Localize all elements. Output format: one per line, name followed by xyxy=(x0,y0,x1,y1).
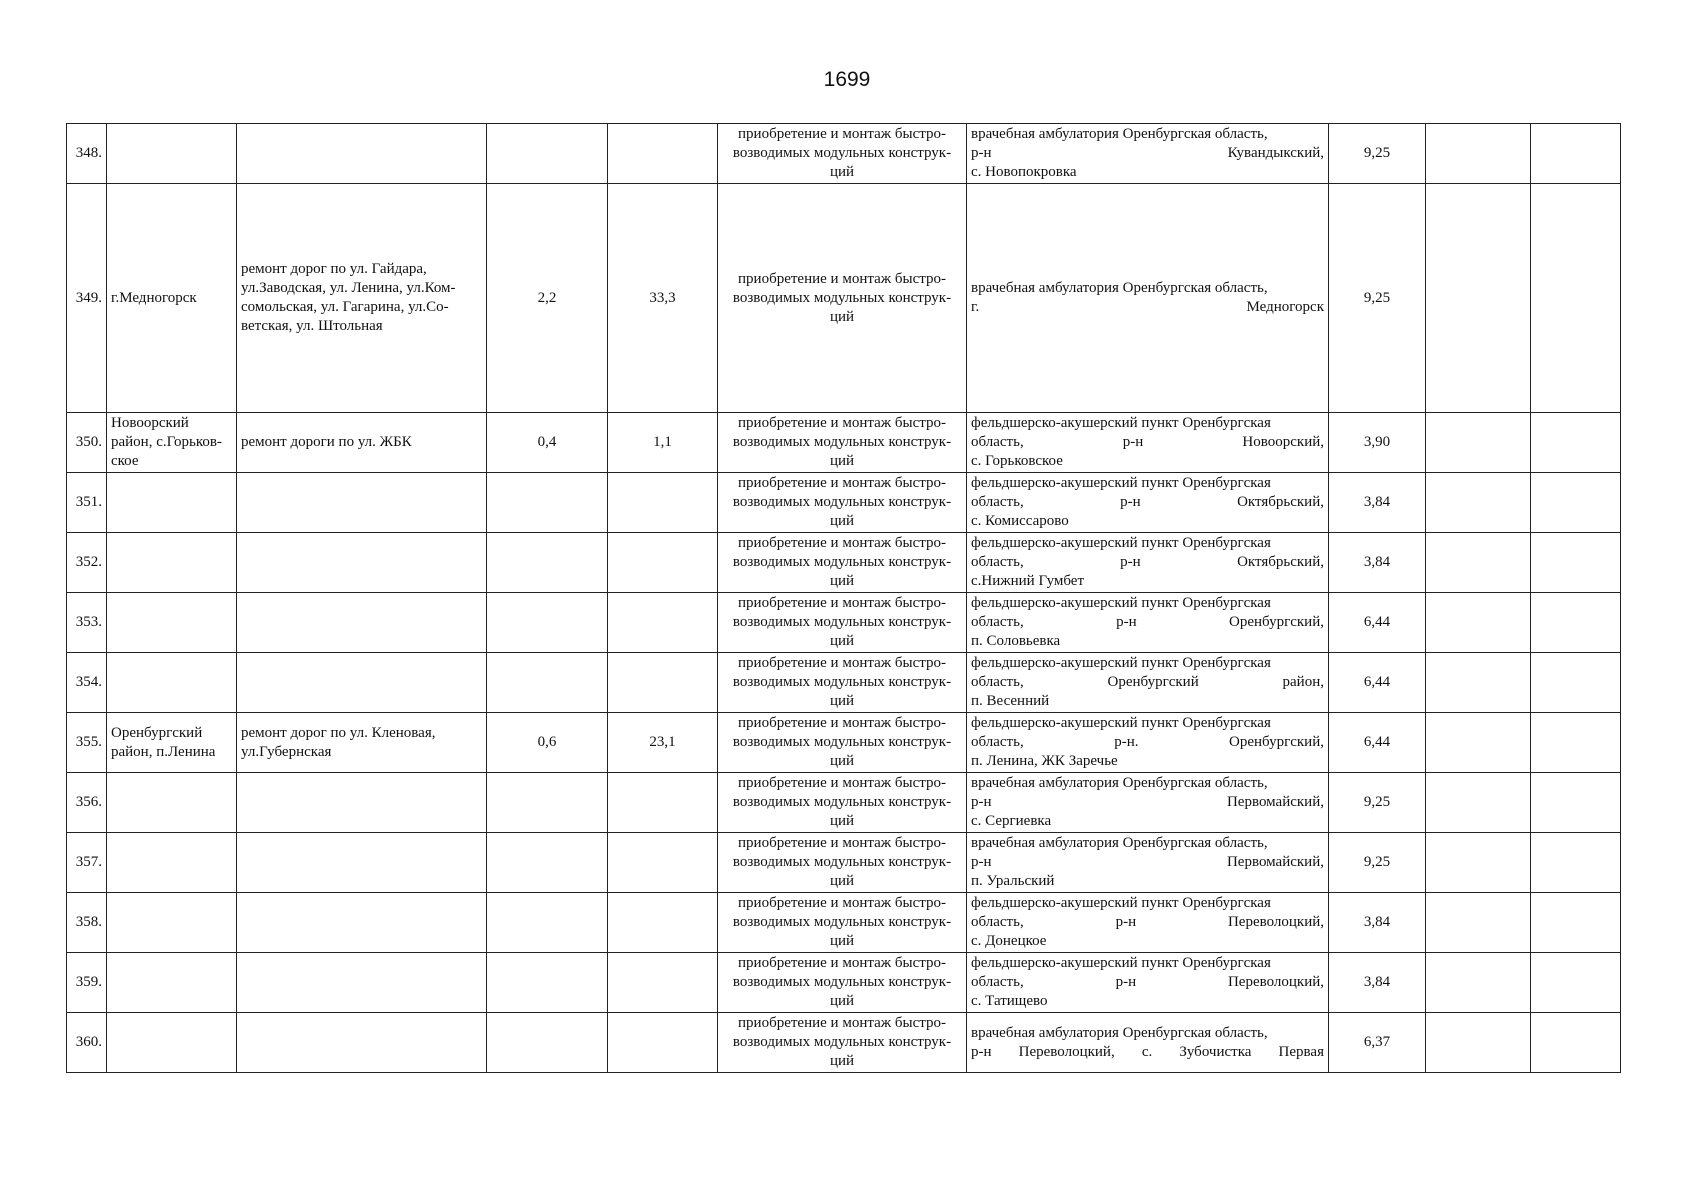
empty-cell-b xyxy=(1531,773,1621,833)
facility-line: фельдшерско-акушерский пункт Оренбургская xyxy=(971,415,1271,431)
road-cost xyxy=(608,833,718,893)
facility-line: п. Уральский xyxy=(971,873,1055,889)
table-row xyxy=(67,184,1621,413)
settlement-name xyxy=(107,953,237,1013)
empty-cell-b xyxy=(1531,833,1621,893)
empty-cell-b xyxy=(1531,1013,1621,1073)
facility-line: область, р-н Октябрьский, xyxy=(971,554,1324,570)
facility-cost: 3,90 xyxy=(1329,413,1426,473)
row-number: 357. xyxy=(67,833,107,893)
settlement-name: Оренбургский район, п.Ленина xyxy=(107,713,237,773)
row-number: 360. xyxy=(67,1013,107,1073)
road-cost xyxy=(608,124,718,184)
road-repair-description xyxy=(237,953,487,1013)
road-cost: 1,1 xyxy=(608,413,718,473)
facility-cost: 3,84 xyxy=(1329,473,1426,533)
empty-cell-b xyxy=(1531,953,1621,1013)
road-repair-description xyxy=(237,1013,487,1073)
road-length xyxy=(487,1013,608,1073)
medical-facility xyxy=(967,893,1329,953)
road-repair-description xyxy=(237,833,487,893)
medical-facility xyxy=(967,653,1329,713)
facility-line: фельдшерско-акушерский пункт Оренбургская xyxy=(971,655,1271,671)
road-repair-description xyxy=(237,593,487,653)
work-description: приобретение и монтаж быстро-возводимых модульных конструк-ций xyxy=(718,653,967,713)
road-repair-description xyxy=(237,533,487,593)
road-repair-description xyxy=(237,893,487,953)
facility-line: врачебная амбулатория Оренбургская область, xyxy=(971,835,1268,851)
facility-cost: 3,84 xyxy=(1329,533,1426,593)
facility-line: область, р-н Переволоцкий, xyxy=(971,914,1324,930)
row-number: 349. xyxy=(67,184,107,413)
facility-line: с. Горьковское xyxy=(971,453,1063,469)
road-cost xyxy=(608,773,718,833)
settlement-name: Новоорский район, с.Горьков-ское xyxy=(107,413,237,473)
facility-line: область, р-н Оренбургский, xyxy=(971,614,1324,630)
settlement-name xyxy=(107,893,237,953)
work-description: приобретение и монтаж быстро-возводимых модульных конструк-ций xyxy=(718,184,967,413)
facility-cost: 9,25 xyxy=(1329,773,1426,833)
settlement-name xyxy=(107,593,237,653)
medical-facility xyxy=(967,593,1329,653)
empty-cell-b xyxy=(1531,893,1621,953)
settlement-name xyxy=(107,833,237,893)
empty-cell-a xyxy=(1426,184,1531,413)
road-cost xyxy=(608,1013,718,1073)
empty-cell-a xyxy=(1426,893,1531,953)
road-repair-description xyxy=(237,124,487,184)
facility-line: область, р-н Новоорский, xyxy=(971,434,1324,450)
empty-cell-a xyxy=(1426,473,1531,533)
road-length xyxy=(487,593,608,653)
table-row xyxy=(67,653,1621,713)
road-length xyxy=(487,124,608,184)
row-number: 355. xyxy=(67,713,107,773)
empty-cell-a xyxy=(1426,533,1531,593)
table-row xyxy=(67,593,1621,653)
facility-line: р-н Первомайский, xyxy=(971,854,1324,870)
facility-line: область, Оренбургский район, xyxy=(971,674,1324,690)
facility-line: фельдшерско-акушерский пункт Оренбургская xyxy=(971,535,1271,551)
facility-line: фельдшерско-акушерский пункт Оренбургская xyxy=(971,595,1271,611)
facility-cost: 9,25 xyxy=(1329,184,1426,413)
road-length xyxy=(487,653,608,713)
settlement-name xyxy=(107,473,237,533)
empty-cell-b xyxy=(1531,533,1621,593)
empty-cell-a xyxy=(1426,653,1531,713)
facility-line: область, р-н. Оренбургский, xyxy=(971,734,1324,750)
empty-cell-a xyxy=(1426,124,1531,184)
row-number: 352. xyxy=(67,533,107,593)
facility-line: фельдшерско-акушерский пункт Оренбургская xyxy=(971,895,1271,911)
settlement-name xyxy=(107,533,237,593)
row-number: 348. xyxy=(67,124,107,184)
facility-line: с.Нижний Гумбет xyxy=(971,573,1085,589)
medical-facility xyxy=(967,533,1329,593)
facility-cost: 6,44 xyxy=(1329,653,1426,713)
medical-facility xyxy=(967,773,1329,833)
work-description: приобретение и монтаж быстро-возводимых модульных конструк-ций xyxy=(718,713,967,773)
facility-cost: 9,25 xyxy=(1329,833,1426,893)
table-row xyxy=(67,773,1621,833)
table-row xyxy=(67,893,1621,953)
work-description: приобретение и монтаж быстро-возводимых модульных конструк-ций xyxy=(718,833,967,893)
road-cost xyxy=(608,953,718,1013)
facility-line: область, р-н Переволоцкий, xyxy=(971,974,1324,990)
medical-facility xyxy=(967,473,1329,533)
facility-line: р-н Первомайский, xyxy=(971,794,1324,810)
empty-cell-b xyxy=(1531,413,1621,473)
medical-facility xyxy=(967,713,1329,773)
road-length xyxy=(487,893,608,953)
medical-facility xyxy=(967,953,1329,1013)
road-length xyxy=(487,953,608,1013)
empty-cell-b xyxy=(1531,713,1621,773)
facility-cost: 6,37 xyxy=(1329,1013,1426,1073)
facility-cost: 6,44 xyxy=(1329,713,1426,773)
facility-line: с. Татищево xyxy=(971,993,1048,1009)
row-number: 353. xyxy=(67,593,107,653)
road-cost: 33,3 xyxy=(608,184,718,413)
empty-cell-b xyxy=(1531,473,1621,533)
settlement-name xyxy=(107,1013,237,1073)
empty-cell-a xyxy=(1426,413,1531,473)
row-number: 350. xyxy=(67,413,107,473)
road-repair-description xyxy=(237,773,487,833)
facility-line: п. Соловьевка xyxy=(971,633,1061,649)
road-repair-description: ремонт дороги по ул. ЖБК xyxy=(237,413,487,473)
table-row xyxy=(67,1013,1621,1073)
table-row xyxy=(67,953,1621,1013)
road-length: 0,6 xyxy=(487,713,608,773)
road-cost: 23,1 xyxy=(608,713,718,773)
page-number: 1699 xyxy=(823,68,871,91)
work-description: приобретение и монтаж быстро-возводимых модульных конструк-ций xyxy=(718,1013,967,1073)
medical-facility xyxy=(967,184,1329,413)
settlement-name: г.Медногорск xyxy=(107,184,237,413)
facility-line: область, р-н Октябрьский, xyxy=(971,494,1324,510)
empty-cell-b xyxy=(1531,593,1621,653)
medical-facility xyxy=(967,413,1329,473)
facility-line: с. Комиссарово xyxy=(971,513,1069,529)
empty-cell-a xyxy=(1426,833,1531,893)
settlement-name xyxy=(107,124,237,184)
road-length: 2,2 xyxy=(487,184,608,413)
register-table xyxy=(66,123,1621,1073)
road-length xyxy=(487,833,608,893)
medical-facility xyxy=(967,833,1329,893)
facility-cost: 3,84 xyxy=(1329,893,1426,953)
work-description: приобретение и монтаж быстро-возводимых модульных конструк-ций xyxy=(718,893,967,953)
road-length xyxy=(487,773,608,833)
empty-cell-a xyxy=(1426,593,1531,653)
work-description: приобретение и монтаж быстро-возводимых модульных конструк-ций xyxy=(718,533,967,593)
road-cost xyxy=(608,533,718,593)
facility-line: врачебная амбулатория Оренбургская область, xyxy=(971,126,1268,142)
table-row xyxy=(67,533,1621,593)
work-description: приобретение и монтаж быстро-возводимых модульных конструк-ций xyxy=(718,593,967,653)
facility-line: с. Донецкое xyxy=(971,933,1047,949)
facility-cost: 3,84 xyxy=(1329,953,1426,1013)
facility-line: с. Сергиевка xyxy=(971,813,1052,829)
work-description: приобретение и монтаж быстро-возводимых модульных конструк-ций xyxy=(718,953,967,1013)
road-repair-description: ремонт дорог по ул. Гайдара, ул.Заводская, ул. Ленина, ул.Ком-сомольская, ул. Гагарина, ул.Со-ветская, ул. Штольная xyxy=(237,184,487,413)
road-cost xyxy=(608,593,718,653)
empty-cell-a xyxy=(1426,713,1531,773)
work-description: приобретение и монтаж быстро-возводимых модульных конструк-ций xyxy=(718,124,967,184)
empty-cell-a xyxy=(1426,1013,1531,1073)
facility-cost: 9,25 xyxy=(1329,124,1426,184)
facility-line: фельдшерско-акушерский пункт Оренбургская xyxy=(971,955,1271,971)
facility-line: с. Новопокровка xyxy=(971,164,1077,180)
work-description: приобретение и монтаж быстро-возводимых модульных конструк-ций xyxy=(718,413,967,473)
work-description: приобретение и монтаж быстро-возводимых модульных конструк-ций xyxy=(718,473,967,533)
road-length xyxy=(487,533,608,593)
road-length: 0,4 xyxy=(487,413,608,473)
row-number: 354. xyxy=(67,653,107,713)
facility-line: фельдшерско-акушерский пункт Оренбургская xyxy=(971,475,1271,491)
facility-line: р-н Переволоцкий, с. Зубочистка Первая xyxy=(971,1043,1324,1060)
road-cost xyxy=(608,893,718,953)
facility-line: врачебная амбулатория Оренбургская область, xyxy=(971,1024,1268,1041)
facility-line: р-н Кувандыкский, xyxy=(971,145,1324,161)
empty-cell-b xyxy=(1531,184,1621,413)
empty-cell-b xyxy=(1531,124,1621,184)
row-number: 351. xyxy=(67,473,107,533)
facility-line: врачебная амбулатория Оренбургская область, xyxy=(971,775,1268,791)
work-description: приобретение и монтаж быстро-возводимых модульных конструк-ций xyxy=(718,773,967,833)
road-repair-description: ремонт дорог по ул. Кленовая, ул.Губернская xyxy=(237,713,487,773)
facility-line: п. Ленина, ЖК Заречье xyxy=(971,753,1118,769)
row-number: 358. xyxy=(67,893,107,953)
road-length xyxy=(487,473,608,533)
medical-facility xyxy=(967,1013,1329,1073)
empty-cell-a xyxy=(1426,773,1531,833)
facility-line: п. Весенний xyxy=(971,693,1050,709)
road-repair-description xyxy=(237,473,487,533)
table-row xyxy=(67,124,1621,184)
table-row xyxy=(67,413,1621,473)
empty-cell-a xyxy=(1426,953,1531,1013)
row-number: 356. xyxy=(67,773,107,833)
empty-cell-b xyxy=(1531,653,1621,713)
table-row xyxy=(67,473,1621,533)
facility-line: врачебная амбулатория Оренбургская область, xyxy=(971,280,1268,296)
facility-line: фельдшерско-акушерский пункт Оренбургская xyxy=(971,715,1271,731)
row-number: 359. xyxy=(67,953,107,1013)
table-row xyxy=(67,833,1621,893)
road-cost xyxy=(608,653,718,713)
medical-facility xyxy=(967,124,1329,184)
facility-cost: 6,44 xyxy=(1329,593,1426,653)
table-row xyxy=(67,713,1621,773)
road-repair-description xyxy=(237,653,487,713)
facility-line: г. Медногорск xyxy=(971,299,1324,315)
road-cost xyxy=(608,473,718,533)
settlement-name xyxy=(107,653,237,713)
settlement-name xyxy=(107,773,237,833)
